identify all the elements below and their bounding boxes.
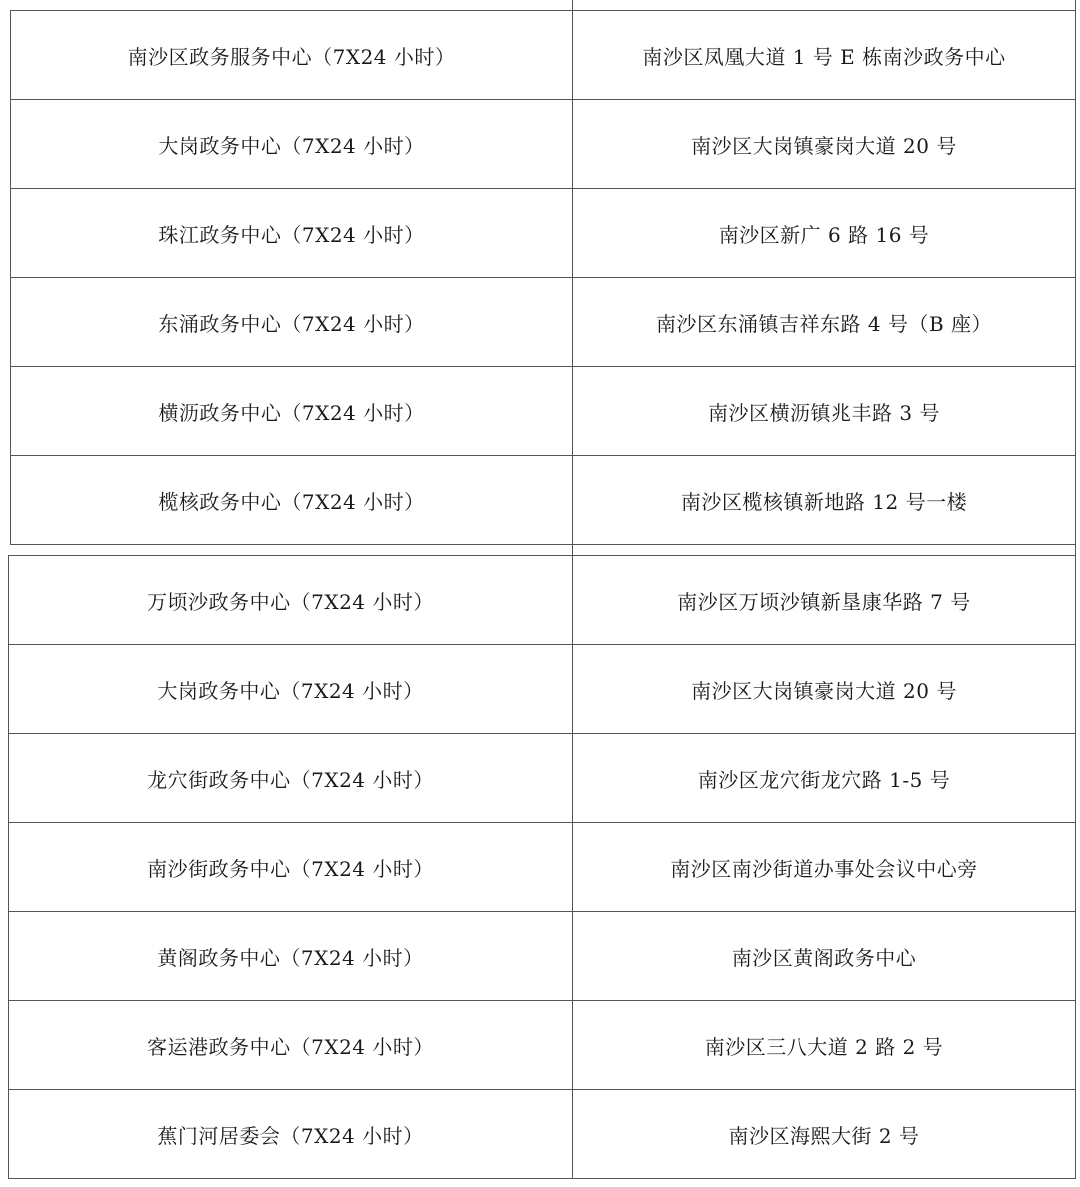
table-row — [9, 734, 1076, 823]
table-border-right — [1075, 0, 1076, 10]
center-name: 蕉门河居委会（7X24 小时） — [9, 1090, 573, 1179]
center-name: 大岗政务中心（7X24 小时） — [11, 100, 573, 189]
table-row — [11, 367, 1076, 456]
center-name: 东涌政务中心（7X24 小时） — [11, 278, 573, 367]
center-name: 黄阁政务中心（7X24 小时） — [9, 912, 573, 1001]
column-divider — [572, 0, 573, 10]
center-name: 龙穴街政务中心（7X24 小时） — [9, 734, 573, 823]
center-address: 南沙区大岗镇豪岗大道 20 号 — [573, 645, 1076, 734]
center-address: 南沙区海熙大街 2 号 — [573, 1090, 1076, 1179]
table-row — [9, 556, 1076, 645]
center-address: 南沙区东涌镇吉祥东路 4 号（B 座） — [573, 278, 1076, 367]
center-name: 南沙区政务服务中心（7X24 小时） — [11, 11, 573, 100]
table-row — [9, 645, 1076, 734]
center-address: 南沙区黄阁政务中心 — [573, 912, 1076, 1001]
center-name: 大岗政务中心（7X24 小时） — [9, 645, 573, 734]
service-centers-table-top — [10, 10, 1076, 545]
table-row — [9, 912, 1076, 1001]
table-row — [11, 456, 1076, 545]
center-name: 榄核政务中心（7X24 小时） — [11, 456, 573, 545]
table-row — [11, 278, 1076, 367]
table-row — [11, 189, 1076, 278]
service-centers-table-bottom — [8, 555, 1076, 1179]
center-name: 客运港政务中心（7X24 小时） — [9, 1001, 573, 1090]
center-address: 南沙区三八大道 2 路 2 号 — [573, 1001, 1076, 1090]
center-address: 南沙区横沥镇兆丰路 3 号 — [573, 367, 1076, 456]
center-address: 南沙区凤凰大道 1 号 E 栋南沙政务中心 — [573, 11, 1076, 100]
center-address: 南沙区南沙街道办事处会议中心旁 — [573, 823, 1076, 912]
center-address: 南沙区新广 6 路 16 号 — [573, 189, 1076, 278]
center-name: 珠江政务中心（7X24 小时） — [11, 189, 573, 278]
previous-row-edge — [0, 0, 1080, 10]
center-address: 南沙区大岗镇豪岗大道 20 号 — [573, 100, 1076, 189]
table-row — [9, 1090, 1076, 1179]
table-row — [9, 1001, 1076, 1090]
center-address: 南沙区榄核镇新地路 12 号一楼 — [573, 456, 1076, 545]
center-name: 南沙街政务中心（7X24 小时） — [9, 823, 573, 912]
table-row — [9, 823, 1076, 912]
center-name: 万顷沙政务中心（7X24 小时） — [9, 556, 573, 645]
center-address: 南沙区万顷沙镇新垦康华路 7 号 — [573, 556, 1076, 645]
table-row — [11, 100, 1076, 189]
center-address: 南沙区龙穴街龙穴路 1-5 号 — [573, 734, 1076, 823]
center-name: 横沥政务中心（7X24 小时） — [11, 367, 573, 456]
table-row — [11, 11, 1076, 100]
